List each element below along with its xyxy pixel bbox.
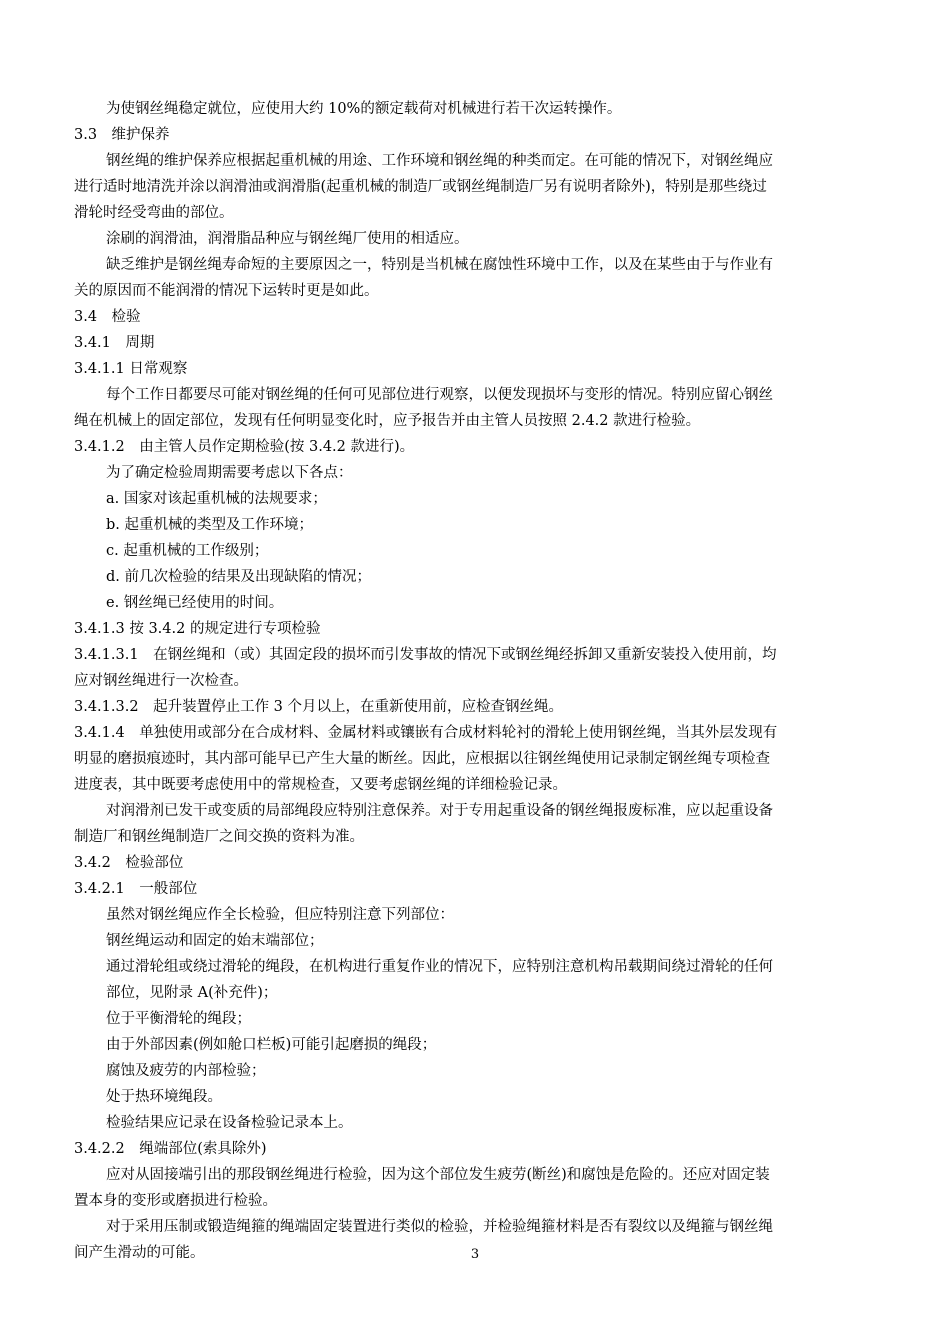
- text-line: 涂刷的润滑油，润滑脂品种应与钢丝绳厂使用的相适应。: [106, 231, 469, 247]
- text-line: 位于平衡滑轮的绳段；: [106, 1011, 251, 1027]
- text-line: 钢丝绳运动和固定的始末端部位；: [106, 933, 324, 949]
- text-line: 通过滑轮组或绕过滑轮的绳段，在机构进行重复作业的情况下，应特别注意机构吊载期间绕过滑轮的任何: [106, 959, 773, 975]
- text-line: 部位，见附录 A(补充件)；: [106, 985, 278, 1001]
- text-line: 3.4.2.1 一般部位: [74, 881, 198, 897]
- text-line: 为使钢丝绳稳定就位，应使用大约 10%的额定载荷对机械进行若干次运转操作。: [106, 101, 622, 117]
- text-line: 钢丝绳的维护保养应根据起重机械的用途、工作环境和钢丝绳的种类而定。在可能的情况下，对钢丝绳应: [106, 153, 773, 169]
- text-line: 3.3 维护保养: [74, 127, 170, 143]
- text-line: 关的原因而不能润滑的情况下运转时更是如此。: [74, 283, 379, 299]
- text-line: 滑轮时经受弯曲的部位。: [74, 205, 234, 221]
- text-line: 为了确定检验周期需要考虑以下各点：: [106, 465, 353, 481]
- text-line: 由于外部因素(例如舱口栏板)可能引起磨损的绳段；: [106, 1037, 437, 1053]
- text-line: 3.4.1.3.2 起升装置停止工作 3 个月以上，在重新使用前，应检查钢丝绳。: [74, 699, 564, 715]
- text-line: 进行适时地清洗并涂以润滑油或润滑脂(起重机械的制造厂或钢丝绳制造厂另有说明者除外)，特别是那些绕过: [74, 179, 767, 195]
- text-line: 缺乏维护是钢丝绳寿命短的主要原因之一，特别是当机械在腐蚀性环境中工作，以及在某些由于与作业有: [106, 257, 773, 273]
- text-line: 腐蚀及疲劳的内部检验；: [106, 1063, 266, 1079]
- text-line: 进度表，其中既要考虑使用中的常规检查，又要考虑钢丝绳的详细检验记录。: [74, 777, 567, 793]
- text-line: 处于热环境绳段。: [106, 1089, 222, 1105]
- text-line: e. 钢丝绳已经使用的时间。: [106, 595, 284, 611]
- text-line: b. 起重机械的类型及工作环境；: [106, 517, 313, 533]
- text-line: 3.4.1.3 按 3.4.2 的规定进行专项检验: [74, 621, 321, 637]
- text-line: 应对从固接端引出的那段钢丝绳进行检验，因为这个部位发生疲劳(断丝)和腐蚀是危险的。还应对固定装: [106, 1167, 770, 1183]
- text-line: 虽然对钢丝绳应作全长检验，但应特别注意下列部位：: [106, 907, 454, 923]
- text-line: 3.4.1.4 单独使用或部分在合成材料、金属材料或镶嵌有合成材料轮衬的滑轮上使用钢丝绳，当其外层发现有: [74, 725, 778, 741]
- body-text: [74, 96, 880, 1266]
- text-line: 3.4.2 检验部位: [74, 855, 184, 871]
- text-line: 3.4.1.3.1 在钢丝绳和（或）其固定段的损坏而引发事故的情况下或钢丝绳经拆卸又重新安装投入使用前，均: [74, 647, 777, 663]
- text-line: 置本身的变形或磨损进行检验。: [74, 1193, 277, 1209]
- text-line: 对于采用压制或锻造绳箍的绳端固定装置进行类似的检验，并检验绳箍材料是否有裂纹以及绳箍与钢丝绳: [106, 1219, 773, 1235]
- text-line: 3.4.1 周期: [74, 335, 155, 351]
- text-line: 绳在机械上的固定部位，发现有任何明显变化时，应予报告并由主管人员按照 2.4.2 款进行检验。: [74, 413, 701, 429]
- text-line: c. 起重机械的工作级别；: [106, 543, 269, 559]
- text-line: 明显的磨损痕迹时，其内部可能早已产生大量的断丝。因此，应根据以往钢丝绳使用记录制定钢丝绳专项检查: [74, 751, 770, 767]
- text-line: 应对钢丝绳进行一次检查。: [74, 673, 248, 689]
- text-line: 3.4 检验: [74, 309, 141, 325]
- text-line: 3.4.1.1 日常观察: [74, 361, 188, 377]
- text-line: 制造厂和钢丝绳制造厂之间交换的资料为准。: [74, 829, 364, 845]
- text-line: 检验结果应记录在设备检验记录本上。: [106, 1115, 353, 1131]
- page-number: 3: [470, 1247, 480, 1262]
- text-line: 每个工作日都要尽可能对钢丝绳的任何可见部位进行观察，以便发现损坏与变形的情况。特别应留心钢丝: [106, 387, 773, 403]
- text-line: 3.4.1.2 由主管人员作定期检验(按 3.4.2 款进行)。: [74, 439, 415, 455]
- text-line: d. 前几次检验的结果及出现缺陷的情况；: [106, 569, 371, 585]
- text-line: 间产生滑动的可能。: [74, 1245, 205, 1261]
- text-line: 对润滑剂已发干或变质的局部绳段应特别注意保养。对于专用起重设备的钢丝绳报废标准，应以起重设备: [106, 803, 773, 819]
- text-line: a. 国家对该起重机械的法规要求；: [106, 491, 327, 507]
- text-line: 3.4.2.2 绳端部位(索具除外): [74, 1141, 267, 1157]
